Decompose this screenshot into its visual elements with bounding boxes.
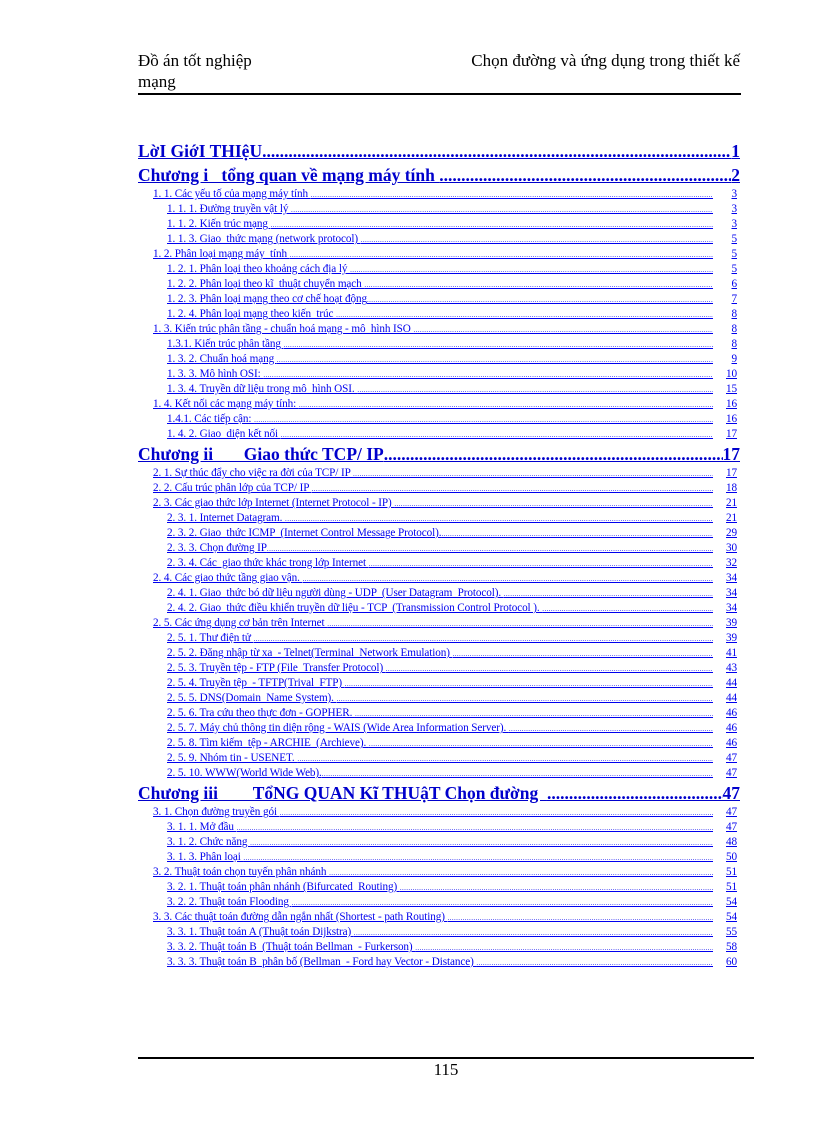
- toc-entry-title: 2. 4. 2. Giao thức điều khiển truyền dữ liệu - TCP (Transmission Control Protocol ).: [167, 602, 543, 614]
- toc-entry-title: 2. 5. 3. Truyền tệp - FTP (File Transfer Protocol): [167, 662, 386, 674]
- toc-dot-leader: [312, 482, 713, 496]
- toc-entry-page-number: 3: [731, 218, 737, 230]
- toc-entry-title: 1. 1. 3. Giao thức mạng (network protocol): [167, 233, 361, 245]
- toc-entry-page-number: 29: [726, 527, 737, 539]
- toc-subsection-link[interactable]: [167, 217, 737, 232]
- toc-subsection-link[interactable]: [167, 736, 737, 751]
- toc-subsection-link[interactable]: [167, 820, 737, 835]
- toc-entry-title: 3. 1. Chọn đường truyền gói: [153, 806, 280, 818]
- toc-entry-page-number: 47: [726, 752, 737, 764]
- header-left-text: Đồ án tốt nghiệp mạng: [138, 51, 252, 91]
- toc-dot-leader: [254, 632, 713, 646]
- toc-dot-leader: [384, 442, 723, 466]
- toc-subsection-link[interactable]: [167, 940, 737, 955]
- toc-entry-page-number: 48: [726, 836, 737, 848]
- toc-subsection-link[interactable]: [167, 262, 737, 277]
- toc-entry-title: 3. 3. 3. Thuật toán B phân bố (Bellman - Ford hay Vector - Distance): [167, 956, 477, 968]
- toc-entry-page-number: 51: [726, 866, 737, 878]
- toc-entry-title: 2. 4. Các giao thức tầng giao vận.: [153, 572, 303, 584]
- toc-entry-page-number: 16: [726, 413, 737, 425]
- toc-entry-title: 3. 1. 3. Phân loại: [167, 851, 244, 863]
- toc-dot-leader: [285, 512, 713, 526]
- toc-dot-leader: [250, 836, 713, 850]
- toc-subsection-link[interactable]: [167, 307, 737, 322]
- toc-subsection-link[interactable]: [167, 367, 737, 382]
- toc-entry-page-number: 8: [731, 338, 737, 350]
- toc-subsection-link[interactable]: [167, 646, 737, 661]
- toc-entry-page-number: 47: [726, 767, 737, 779]
- toc-entry-page-number: 34: [726, 587, 737, 599]
- toc-dot-leader: [542, 602, 713, 616]
- toc-section-link[interactable]: [153, 481, 737, 496]
- toc-section-link[interactable]: [153, 322, 737, 337]
- toc-entry-page-number: 17: [726, 467, 737, 479]
- toc-entry-page-number: 21: [726, 512, 737, 524]
- toc-dot-leader: [243, 851, 713, 865]
- toc-entry-page-number: 5: [731, 263, 737, 275]
- toc-dot-leader: [441, 527, 713, 541]
- toc-entry-page-number: 21: [726, 497, 737, 509]
- header-divider: [138, 93, 741, 95]
- toc-entry-page-number: 7: [731, 293, 737, 305]
- header-right-text: Chọn đường và ứng dụng trong thiết kế: [471, 51, 740, 70]
- toc-subsection-link[interactable]: [167, 955, 737, 970]
- toc-entry-page-number: 41: [726, 647, 737, 659]
- toc-entry-page-number: 3: [731, 203, 737, 215]
- toc-entry-page-number: 9: [731, 353, 737, 365]
- toc-entry-page-number: 10: [726, 368, 737, 380]
- toc-entry-title: 2. 5. 9. Nhóm tin - USENET.: [167, 752, 298, 764]
- toc-entry-title: 3. 3. 1. Thuật toán A (Thuật toán Dijkstra): [167, 926, 354, 938]
- toc-dot-leader: [329, 866, 713, 880]
- toc-dot-leader: [439, 163, 731, 187]
- toc-dot-leader: [361, 233, 713, 247]
- toc-dot-leader: [311, 188, 713, 202]
- toc-section-link[interactable]: [153, 466, 737, 481]
- toc-dot-leader: [415, 941, 713, 955]
- toc-entry-page-number: 44: [726, 677, 737, 689]
- toc-entry-page-number: 1: [731, 141, 740, 161]
- toc-entry-title: 3. 3. Các thuật toán đường dẫn ngắn nhất (Shortest - path Routing): [153, 911, 448, 923]
- toc-dot-leader: [263, 368, 713, 382]
- toc-entry-title: 2. 1. Sự thúc đẩy cho việc ra đời của TCP/ IP: [153, 467, 354, 479]
- toc-entry-title: Chương iii TổNG QUAN Kĩ THUậT Chọn đường: [138, 783, 547, 803]
- toc-entry-title: 2. 3. 4. Các giao thức khác trong lớp Internet: [167, 557, 369, 569]
- toc-entry-title: 1. 4. 2. Giao diện kết nối: [167, 428, 281, 440]
- toc-entry-page-number: 8: [731, 308, 737, 320]
- toc-subsection-link[interactable]: [167, 766, 737, 781]
- toc-dot-leader: [354, 926, 713, 940]
- toc-entry-page-number: 6: [731, 278, 737, 290]
- toc-entry-title: 2. 3. 3. Chọn đường IP: [167, 542, 267, 554]
- toc-entry-page-number: 17: [722, 444, 740, 464]
- toc-entry-page-number: 46: [726, 707, 737, 719]
- toc-entry-title: 2. 5. 8. Tìm kiếm tệp - ARCHIE (Archieve).: [167, 737, 369, 749]
- toc-dot-leader: [281, 428, 713, 442]
- toc-entry-title: 3. 3. 2. Thuật toán B (Thuật toán Bellman - Furkerson): [167, 941, 416, 953]
- toc-dot-leader: [386, 662, 713, 676]
- toc-entry-title: 1.4.1. Các tiếp cận:: [167, 413, 255, 425]
- toc-dot-leader: [327, 617, 713, 631]
- toc-entry-title: 2. 3. 1. Internet Datagram.: [167, 512, 286, 524]
- toc-entry-title: 2. 5. 2. Đăng nhập từ xa - Telnet(Terminal Network Emulation): [167, 647, 453, 659]
- toc-entry-title: 1. 3. 2. Chuẩn hoá mạng: [167, 353, 277, 365]
- toc-dot-leader: [353, 467, 713, 481]
- toc-entry-title: 1. 3. 3. Mô hình OSI:: [167, 368, 264, 380]
- toc-section-link[interactable]: [153, 187, 737, 202]
- toc-entry-page-number: 16: [726, 398, 737, 410]
- toc-dot-leader: [504, 587, 713, 601]
- toc-dot-leader: [476, 956, 713, 970]
- toc-dot-leader: [280, 806, 713, 820]
- page-number: 115: [433, 1060, 459, 1079]
- toc-dot-leader: [284, 338, 713, 352]
- toc-entry-title: Chương i tổng quan về mạng máy tính: [138, 165, 440, 185]
- toc-subsection-link[interactable]: [167, 412, 737, 427]
- toc-entry-title: 1. 4. Kết nối các mạng máy tính:: [153, 398, 299, 410]
- toc-subsection-link[interactable]: [167, 232, 737, 247]
- footer-divider: [138, 1057, 754, 1059]
- toc-subsection-link[interactable]: [167, 337, 737, 352]
- toc-subsection-link[interactable]: [167, 661, 737, 676]
- toc-subsection-link[interactable]: [167, 541, 737, 556]
- toc-chapter-link[interactable]: [138, 442, 740, 466]
- toc-section-link[interactable]: [153, 247, 737, 262]
- toc-entry-page-number: 34: [726, 602, 737, 614]
- toc-entry-title: 1. 1. 1. Đường truyền vật lý: [167, 203, 292, 215]
- toc-entry-page-number: 54: [726, 911, 737, 923]
- toc-entry-title: 1. 2. 2. Phân loại theo kĩ thuật chuyển mạch: [167, 278, 365, 290]
- toc-entry-page-number: 5: [731, 248, 737, 260]
- toc-entry-page-number: 58: [726, 941, 737, 953]
- toc-subsection-link[interactable]: [167, 631, 737, 646]
- toc-entry-title: 1. 2. 4. Phân loại mạng theo kiến trúc: [167, 308, 337, 320]
- toc-dot-leader: [350, 263, 713, 277]
- toc-entry-page-number: 47: [726, 806, 737, 818]
- toc-entry-title: 3. 1. 1. Mở đầu: [167, 821, 237, 833]
- toc-entry-page-number: 43: [726, 662, 737, 674]
- toc-section-link[interactable]: [153, 571, 737, 586]
- toc-dot-leader: [364, 278, 713, 292]
- toc-entry-page-number: 8: [731, 323, 737, 335]
- toc-section-link[interactable]: [153, 865, 737, 880]
- toc-subsection-link[interactable]: [167, 751, 737, 766]
- toc-subsection-link[interactable]: [167, 721, 737, 736]
- toc-dot-leader: [271, 218, 713, 232]
- toc-entry-page-number: 15: [726, 383, 737, 395]
- toc-subsection-link[interactable]: [167, 880, 737, 895]
- toc-section-link[interactable]: [153, 616, 737, 631]
- toc-entry-title: LờI GiớI THIệU: [138, 141, 263, 161]
- toc-dot-leader: [337, 692, 713, 706]
- toc-subsection-link[interactable]: [167, 202, 737, 217]
- toc-subsection-link[interactable]: [167, 691, 737, 706]
- toc-dot-leader: [267, 542, 713, 556]
- toc-entry-title: 1. 3. 4. Truyền dữ liệu trong mô hình OSI.: [167, 383, 358, 395]
- toc-dot-leader: [237, 821, 713, 835]
- toc-entry-title: 2. 3. Các giao thức lớp Internet (Internet Protocol - IP): [153, 497, 395, 509]
- toc-dot-leader: [413, 323, 713, 337]
- toc-chapter-link[interactable]: [138, 781, 740, 805]
- toc-dot-leader: [254, 413, 713, 427]
- toc-section-link[interactable]: [153, 397, 737, 412]
- toc-entry-page-number: 54: [726, 896, 737, 908]
- toc-subsection-link[interactable]: [167, 382, 737, 397]
- toc-entry-title: 3. 1. 2. Chức năng: [167, 836, 251, 848]
- toc-dot-leader: [369, 737, 713, 751]
- toc-entry-title: 1. 2. 3. Phân loại mạng theo cơ chế hoạt động: [167, 293, 367, 305]
- toc-entry-title: 3. 2. 2. Thuật toán Flooding: [167, 896, 292, 908]
- toc-entry-page-number: 51: [726, 881, 737, 893]
- toc-dot-leader: [336, 308, 713, 322]
- toc-dot-leader: [322, 767, 713, 781]
- toc-dot-leader: [369, 557, 713, 571]
- toc-dot-leader: [262, 140, 731, 163]
- toc-entry-page-number: 60: [726, 956, 737, 968]
- toc-subsection-link[interactable]: [167, 511, 737, 526]
- toc-entry-title: 1. 2. 1. Phân loại theo khoảng cách địa lý: [167, 263, 351, 275]
- toc-entry-title: 2. 5. 7. Máy chủ thông tin diện rộng - WAIS (Wide Area Information Server).: [167, 722, 509, 734]
- toc-dot-leader: [453, 647, 713, 661]
- toc-section-link[interactable]: [153, 805, 737, 820]
- toc-entry-page-number: 39: [726, 617, 737, 629]
- toc-subsection-link[interactable]: [167, 526, 737, 541]
- toc-subsection-link[interactable]: [167, 895, 737, 910]
- toc-dot-leader: [277, 353, 713, 367]
- toc-subsection-link[interactable]: [167, 586, 737, 601]
- toc-entry-title: Chương ii Giao thức TCP/ IP: [138, 444, 384, 464]
- toc-entry-title: 2. 2. Cấu trúc phân lớp của TCP/ IP: [153, 482, 312, 494]
- toc-entry-page-number: 39: [726, 632, 737, 644]
- toc-entry-title: 2. 5. 1. Thư điện tử: [167, 632, 254, 644]
- toc-entry-title: 2. 5. 5. DNS(Domain Name System).: [167, 692, 337, 704]
- toc-entry-title: 3. 2. Thuật toán chọn tuyến phân nhánh: [153, 866, 330, 878]
- toc-entry-title: 2. 5. 6. Tra cứu theo thực đơn - GOPHER.: [167, 707, 355, 719]
- toc-subsection-link[interactable]: [167, 850, 737, 865]
- toc-entry-title: 2. 5. 10. WWW(World Wide Web).: [167, 767, 322, 779]
- toc-section-link[interactable]: [153, 910, 737, 925]
- toc-chapter-link[interactable]: [138, 163, 740, 187]
- toc-entry-page-number: 18: [726, 482, 737, 494]
- toc-entry-page-number: 3: [731, 188, 737, 200]
- toc-dot-leader: [357, 383, 713, 397]
- toc-subsection-link[interactable]: [167, 277, 737, 292]
- toc-entry-page-number: 2: [731, 165, 740, 185]
- toc-entry-page-number: 30: [726, 542, 737, 554]
- toc-entry-page-number: 47: [726, 821, 737, 833]
- toc-entry-page-number: 47: [722, 783, 740, 803]
- toc-entry-title: 1. 1. Các yếu tố của mạng máy tính: [153, 188, 311, 200]
- toc-dot-leader: [297, 752, 713, 766]
- toc-entry-page-number: 55: [726, 926, 737, 938]
- toc-entry-page-number: 5: [731, 233, 737, 245]
- toc-subsection-link[interactable]: [167, 676, 737, 691]
- toc-entry-page-number: 46: [726, 722, 737, 734]
- table-of-contents: [138, 140, 740, 970]
- page-header: [138, 50, 740, 94]
- toc-entry-title: 1. 2. Phân loại mạng máy tính: [153, 248, 290, 260]
- toc-entry-page-number: 17: [726, 428, 737, 440]
- toc-dot-leader: [448, 911, 713, 925]
- toc-entry-page-number: 50: [726, 851, 737, 863]
- toc-entry-title: 2. 5. 4. Truyền tệp - TFTP(Trival FTP): [167, 677, 345, 689]
- toc-dot-leader: [303, 572, 713, 586]
- toc-entry-title: 2. 5. Các ứng dụng cơ bản trên Internet: [153, 617, 328, 629]
- toc-dot-leader: [355, 707, 713, 721]
- toc-entry-title: 2. 3. 2. Giao thức ICMP (Internet Control Message Protocol).: [167, 527, 442, 539]
- toc-subsection-link[interactable]: [167, 835, 737, 850]
- toc-dot-leader: [509, 722, 713, 736]
- toc-section-link[interactable]: [153, 496, 737, 511]
- toc-entry-page-number: 34: [726, 572, 737, 584]
- toc-subsection-link[interactable]: [167, 292, 737, 307]
- toc-subsection-link[interactable]: [167, 925, 737, 940]
- toc-entry-title: 1. 1. 2. Kiến trúc mạng: [167, 218, 271, 230]
- toc-dot-leader: [291, 203, 713, 217]
- toc-dot-leader: [547, 781, 723, 805]
- toc-entry-title: 1. 3. Kiến trúc phân tầng - chuẩn hoá mạng - mô hình ISO: [153, 323, 414, 335]
- toc-chapter-link[interactable]: [138, 140, 740, 163]
- toc-dot-leader: [394, 497, 713, 511]
- toc-entry-title: 2. 4. 1. Giao thức bó dữ liệu người dùng - UDP (User Datagram Protocol).: [167, 587, 504, 599]
- toc-entry-page-number: 44: [726, 692, 737, 704]
- toc-subsection-link[interactable]: [167, 556, 737, 571]
- toc-entry-page-number: 46: [726, 737, 737, 749]
- toc-entry-page-number: 32: [726, 557, 737, 569]
- toc-dot-leader: [367, 293, 713, 307]
- toc-subsection-link[interactable]: [167, 352, 737, 367]
- toc-dot-leader: [345, 677, 713, 691]
- toc-dot-leader: [290, 248, 713, 262]
- toc-subsection-link[interactable]: [167, 706, 737, 721]
- toc-subsection-link[interactable]: [167, 601, 737, 616]
- toc-dot-leader: [299, 398, 713, 412]
- toc-entry-title: 3. 2. 1. Thuật toán phân nhánh (Bifurcated Routing): [167, 881, 400, 893]
- toc-entry-title: 1.3.1. Kiến trúc phân tầng: [167, 338, 284, 350]
- toc-dot-leader: [292, 896, 713, 910]
- toc-dot-leader: [400, 881, 713, 895]
- toc-subsection-link[interactable]: [167, 427, 737, 442]
